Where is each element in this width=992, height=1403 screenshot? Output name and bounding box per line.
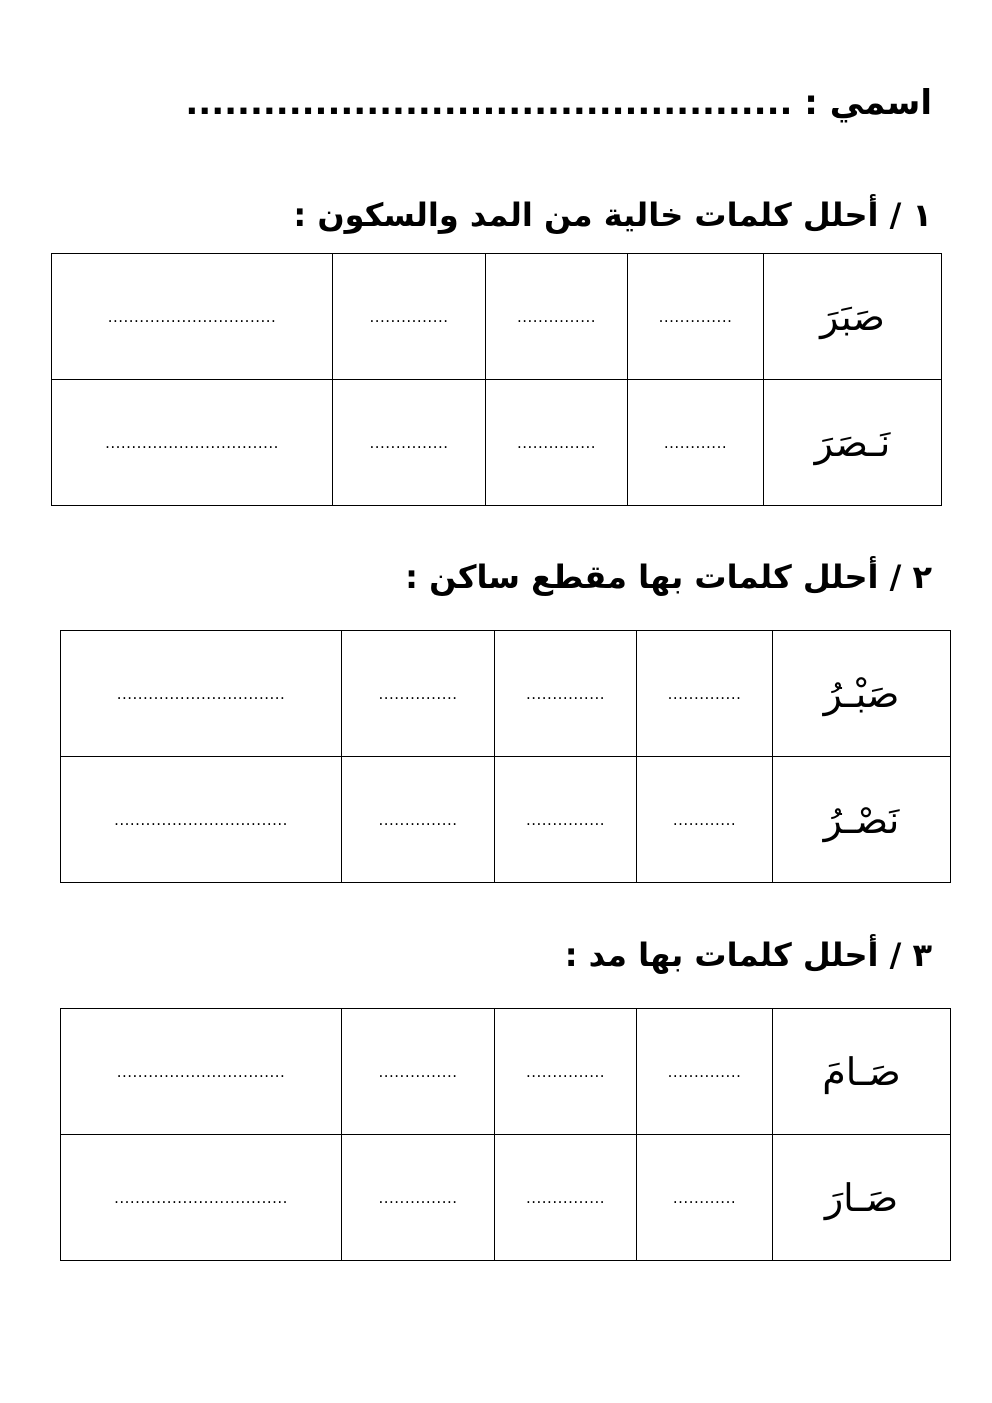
section-2-table (60, 630, 951, 883)
section-3-table (60, 1008, 951, 1261)
student-name-line (185, 78, 932, 128)
answer-blank[interactable]: .............. (628, 254, 764, 380)
answer-blank[interactable]: ............... (342, 631, 495, 757)
answer-blank[interactable]: ................................ (52, 254, 333, 380)
table-row (61, 757, 951, 883)
answer-blank[interactable]: ............ (637, 1135, 773, 1261)
table-row (61, 1135, 951, 1261)
answer-blank[interactable]: ................................. (61, 1135, 342, 1261)
answer-blank[interactable]: ............... (495, 757, 637, 883)
name-label: اسمي : (804, 83, 932, 123)
answer-blank[interactable]: ................................. (61, 757, 342, 883)
section-3-heading: ٣ / أحلل كلمات بها مد : (564, 936, 932, 974)
table-row (52, 380, 942, 506)
answer-blank[interactable]: ............... (342, 757, 495, 883)
name-blank[interactable]: ............................................... (185, 83, 793, 123)
answer-blank[interactable]: ............... (495, 1135, 637, 1261)
section-2-heading: ٢ / أحلل كلمات بها مقطع ساكن : (405, 558, 932, 596)
answer-blank[interactable]: ............... (495, 631, 637, 757)
answer-blank[interactable]: .............. (637, 1009, 773, 1135)
answer-blank[interactable]: ............... (333, 254, 486, 380)
section-1-table (51, 253, 942, 506)
answer-blank[interactable]: ............... (486, 254, 628, 380)
word-cell: صَبَرَ (764, 254, 942, 380)
table-row (61, 1009, 951, 1135)
answer-blank[interactable]: ................................ (61, 631, 342, 757)
word-cell: نَصْـرُ (773, 757, 951, 883)
word-cell: نَـصَرَ (764, 380, 942, 506)
word-cell: صَـامَ (773, 1009, 951, 1135)
word-cell: صَـارَ (773, 1135, 951, 1261)
answer-blank[interactable]: ................................ (61, 1009, 342, 1135)
answer-blank[interactable]: ............ (637, 757, 773, 883)
answer-blank[interactable]: ............... (342, 1135, 495, 1261)
answer-blank[interactable]: .............. (637, 631, 773, 757)
word-cell: صَبْـرُ (773, 631, 951, 757)
table-row (61, 631, 951, 757)
answer-blank[interactable]: ................................. (52, 380, 333, 506)
answer-blank[interactable]: ............ (628, 380, 764, 506)
table-row (52, 254, 942, 380)
answer-blank[interactable]: ............... (495, 1009, 637, 1135)
answer-blank[interactable]: ............... (486, 380, 628, 506)
answer-blank[interactable]: ............... (342, 1009, 495, 1135)
section-1-heading: ١ / أحلل كلمات خالية من المد والسكون : (293, 196, 932, 234)
answer-blank[interactable]: ............... (333, 380, 486, 506)
